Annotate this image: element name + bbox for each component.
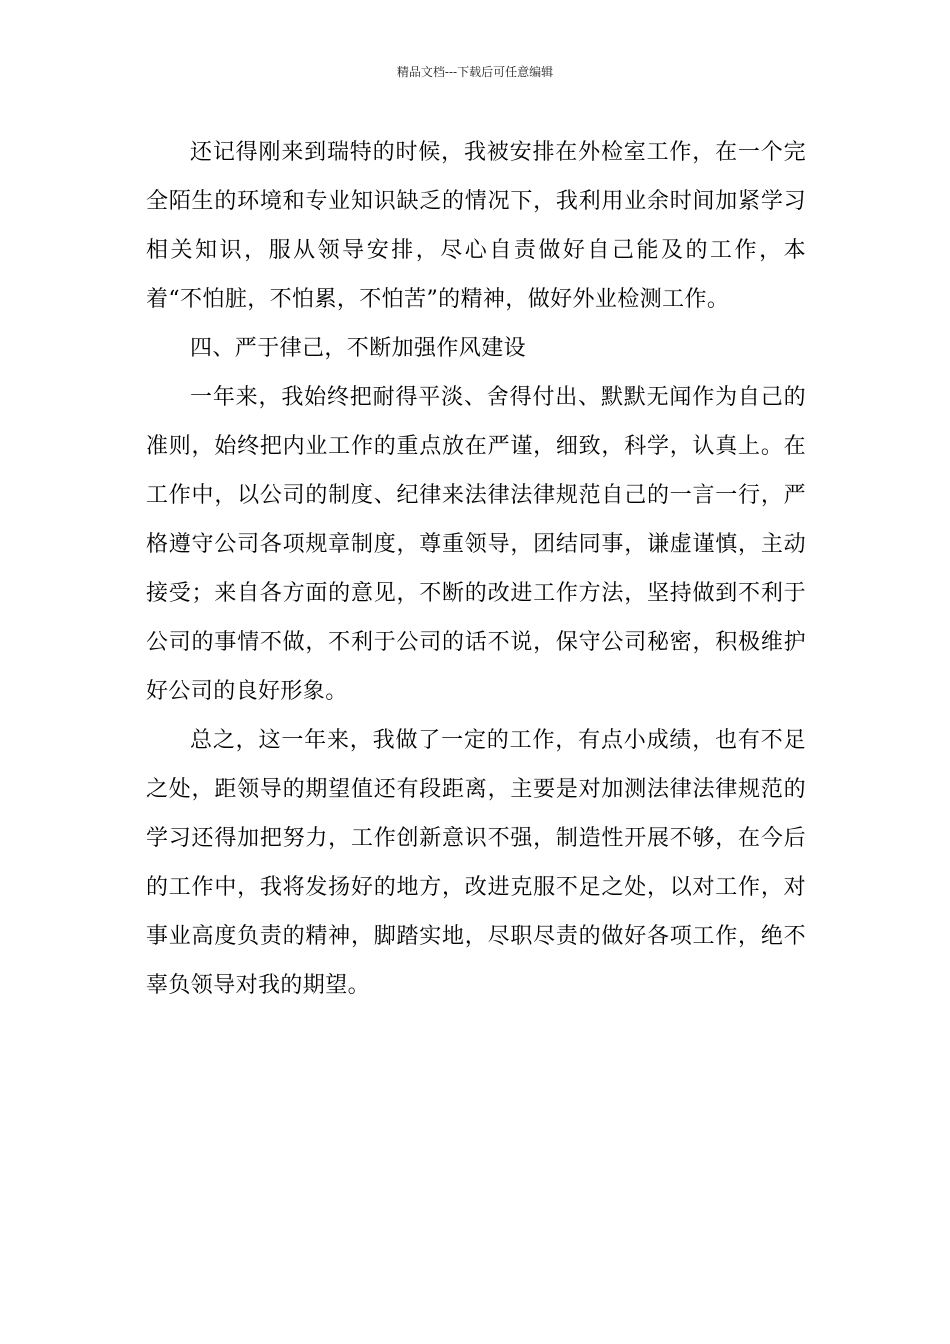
section-heading-self-discipline: 四、严于律己，不断加强作风建设 bbox=[190, 336, 527, 361]
paragraph-summary: 总之，这一年来，我做了一定的工作，有点小成绩，也有不足之处，距领导的期望值还有段距离，主要是对加测法律法律规范的学习还得加把努力，工作创新意识不强，制造性开展不够，在今后的工作中，我将发扬好的地方，改进克服不足之处，以对工作，对事业高度负责的精神，脚踏实地，尽职尽责的做好各项工作，绝不辜负领导对我的期望。 bbox=[146, 728, 806, 998]
document-body bbox=[146, 128, 806, 1010]
paragraph-outdoor-inspection: 还记得刚来到瑞特的时候，我被安排在外检室工作，在一个完全陌生的环境和专业知识缺乏的情况下，我利用业余时间加紧学习相关知识，服从领导安排，尽心自责做好自己能及的工作，本着“不怕脏，不怕累，不怕苦”的精神，做好外业检测工作。 bbox=[146, 140, 806, 312]
paragraph-work-principles: 一年来，我始终把耐得平淡、舍得付出、默默无闻作为自己的准则，始终把内业工作的重点放在严谨，细致，科学，认真上。在工作中，以公司的制度、纪律来法律法律规范自己的一言一行，严格遵守公司各项规章制度，尊重领导，团结同事，谦虚谨慎，主动接受；来自各方面的意见，不断的改进工作方法，坚持做到不利于公司的事情不做，不利于公司的话不说，保守公司秘密，积极维护好公司的良好形象。 bbox=[146, 385, 806, 704]
page-header: 精品文档---下载后可任意编辑 bbox=[396, 65, 554, 79]
